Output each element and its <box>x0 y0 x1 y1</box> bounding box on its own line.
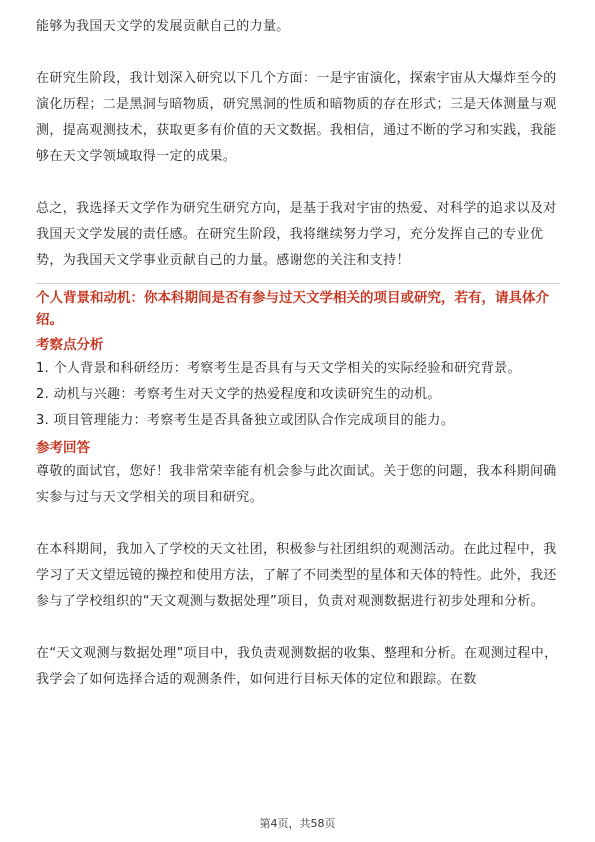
intro-paragraph-2: 在研究生阶段，我计划深入研究以下几个方面：一是宇宙演化，探索宇宙从大爆炸至今的演化历程；二是黑洞与暗物质，研究黑洞的性质和暗物质的存在形式；三是天体测量与观测，提高观测技术，获取更多有价值的天文数据。我相信，通过不断的学习和实践，我能够在天文学领域取得一定的成果。 <box>36 71 557 164</box>
intro-paragraph-1: 能够为我国天文学的发展贡献自己的力量。 <box>36 19 290 34</box>
answer-paragraph-3: 在“天文观测与数据处理”项目中，我负责观测数据的收集、整理和分析。在观测过程中，我学会了如何选择合适的观测条件，如何进行目标天体的定位和跟踪。在数 <box>36 646 558 687</box>
analysis-item: 3. 项目管理能力：考察考生是否具备独立或团队合作完成项目的能力。 <box>36 413 455 428</box>
intro-paragraph-3: 总之，我选择天文学作为研究生研究方向，是基于我对宇宙的热爱、对科学的追求以及对我国天文学发展的责任感。在研究生阶段，我将继续努力学习，充分发挥自己的专业优势，为我国天文学事业贡献自己的力量。感谢您的关注和支持！ <box>36 201 557 268</box>
analysis-list <box>36 356 560 434</box>
paragraph-spacer <box>36 511 560 537</box>
page-number-footer: 第4页，共58页 <box>259 817 336 830</box>
paragraph-spacer <box>36 170 560 196</box>
section-divider <box>36 283 560 284</box>
answer-paragraph-1: 尊敬的面试官，您好！我非常荣幸能有机会参与此次面试。关于您的问题，我本科期间确实参与过与天文学相关的项目和研究。 <box>36 464 557 505</box>
answer-paragraph-2: 在本科期间，我加入了学校的天文社团，积极参与社团组织的观测活动。在此过程中，我学习了天文望远镜的操控和使用方法，了解了不同类型的星体和天体的特性。此外，我还参与了学校组织的“天文观测与数据处理”项目，负责对观测数据进行初步处理和分析。 <box>36 542 557 609</box>
interview-question: 个人背景和动机：你本科期间是否有参与过天文学相关的项目或研究，若有，请具体介绍。 <box>36 290 549 328</box>
paragraph-spacer <box>36 40 560 66</box>
analysis-item: 1. 个人背景和科研经历：考察考生是否具有与天文学相关的实际经验和研究背景。 <box>36 361 521 376</box>
page-content <box>36 14 560 693</box>
analysis-item: 2. 动机与兴趣：考察考生对天文学的热爱程度和攻读研究生的动机。 <box>36 387 441 402</box>
paragraph-spacer <box>36 615 560 641</box>
analysis-heading: 考察点分析 <box>36 337 104 353</box>
answer-heading: 参考回答 <box>36 440 90 456</box>
